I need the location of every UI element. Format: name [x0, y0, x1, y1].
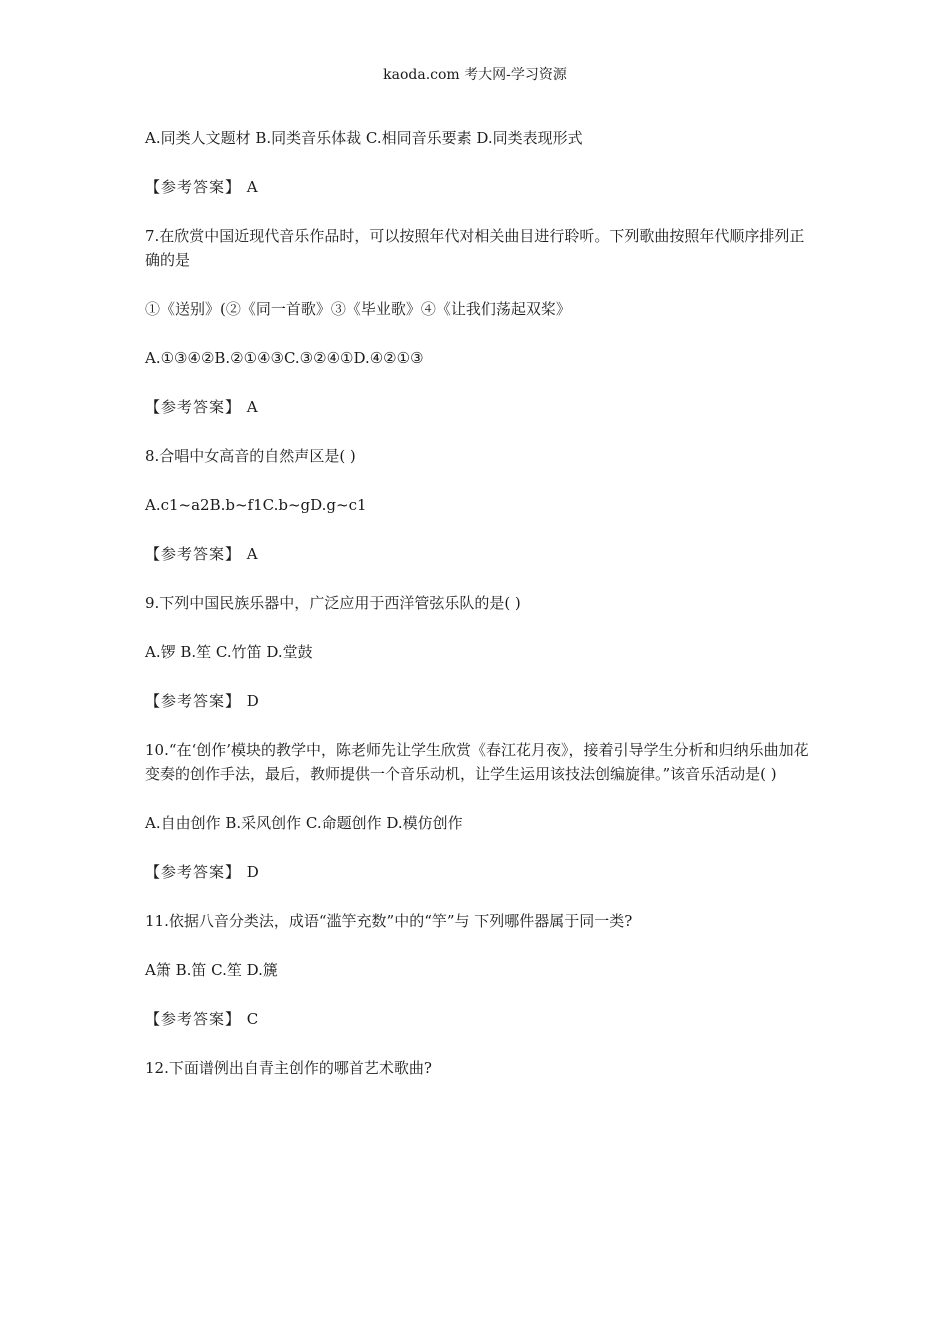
options-line: A.同类人文题材 B.同类音乐体裁 C.相同音乐要素 D.同类表现形式 [145, 129, 583, 147]
answer-line: 【参考答案】 D [145, 692, 260, 710]
options-line: A.自由创作 B.采风创作 C.命题创作 D.模仿创作 [145, 814, 463, 832]
question-line: 7.在欣赏中国近现代音乐作品时，可以按照年代对相关曲目进行聆听。下列歌曲按照年代顺序排列正确的是 [145, 227, 805, 269]
question-line: 11.依据八音分类法，成语“滥竽充数”中的“竽”与 下列哪件器属于同一类? [145, 912, 633, 930]
question-stem: ①《送别》(②《同一首歌》③《毕业歌》④《让我们荡起双桨》 [145, 300, 571, 318]
question-line: 8.合唱中女高音的自然声区是( ) [145, 447, 356, 465]
question-line: 12.下面谱例出自青主创作的哪首艺术歌曲? [145, 1059, 432, 1077]
options-line: A箫 B.笛 C.笙 D.篪 [145, 961, 278, 979]
answer-line: 【参考答案】 A [145, 545, 259, 563]
options-line: A.c1~a2B.b~f1C.b~gD.g~c1 [145, 496, 367, 514]
answer-line: 【参考答案】 A [145, 178, 259, 196]
page-header: kaoda.com 考大网-学习资源 [383, 67, 567, 83]
options-line: A.锣 B.笙 C.竹笛 D.堂鼓 [145, 643, 313, 661]
options-line: A.①③④②B.②①④③C.③②④①D.④②①③ [145, 349, 424, 367]
answer-line: 【参考答案】 C [145, 1010, 260, 1028]
answer-line: 【参考答案】 A [145, 398, 259, 416]
question-line: 10.“在‘创作’模块的教学中，陈老师先让学生欣赏《春江花月夜》，接着引导学生分析和归纳乐曲加花变奏的创作手法，最后，教师提供一个音乐动机，让学生运用该技法创编旋律。”该音乐活动是( ) [145, 741, 809, 783]
document-body [145, 126, 815, 1105]
question-line: 9.下列中国民族乐器中，广泛应用于西洋管弦乐队的是( ) [145, 594, 521, 612]
answer-line: 【参考答案】 D [145, 863, 260, 881]
